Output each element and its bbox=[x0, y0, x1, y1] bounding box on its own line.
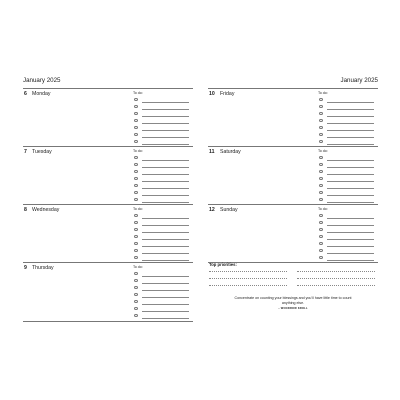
todo-line[interactable] bbox=[327, 174, 374, 175]
todo-item[interactable] bbox=[133, 213, 193, 220]
todo-line[interactable] bbox=[142, 130, 189, 131]
todo-label: To do: bbox=[318, 149, 328, 153]
todo-line[interactable] bbox=[327, 144, 374, 145]
todo-item[interactable] bbox=[133, 176, 193, 183]
todo-item[interactable] bbox=[133, 299, 193, 306]
day-number: 11 bbox=[209, 149, 215, 155]
todo-label: To do: bbox=[133, 207, 143, 211]
todo-line[interactable] bbox=[142, 102, 189, 103]
todo-item[interactable] bbox=[318, 97, 378, 104]
todo-item[interactable] bbox=[133, 248, 193, 255]
todo-line[interactable] bbox=[327, 102, 374, 103]
top-priorities-label: Top priorities: bbox=[209, 262, 237, 267]
todo-item[interactable] bbox=[133, 227, 193, 234]
todo-section bbox=[133, 207, 193, 260]
todo-item[interactable] bbox=[318, 118, 378, 125]
todo-line[interactable] bbox=[142, 188, 189, 189]
todo-line[interactable] bbox=[327, 137, 374, 138]
todo-list bbox=[133, 271, 193, 318]
priority-line[interactable] bbox=[209, 278, 287, 279]
todo-section bbox=[133, 91, 193, 144]
todo-line[interactable] bbox=[327, 202, 374, 203]
todo-item[interactable] bbox=[318, 190, 378, 197]
todo-line[interactable] bbox=[327, 239, 374, 240]
todo-item[interactable] bbox=[133, 306, 193, 313]
day-number: 6 bbox=[24, 91, 27, 97]
todo-checkbox[interactable] bbox=[319, 249, 323, 252]
todo-checkbox[interactable] bbox=[319, 256, 323, 259]
todo-checkbox[interactable] bbox=[134, 133, 138, 136]
todo-checkbox[interactable] bbox=[134, 198, 138, 201]
todo-checkbox[interactable] bbox=[134, 119, 138, 122]
todo-checkbox[interactable] bbox=[134, 249, 138, 252]
todo-checkbox[interactable] bbox=[319, 228, 323, 231]
todo-item[interactable] bbox=[318, 132, 378, 139]
todo-line[interactable] bbox=[142, 239, 189, 240]
day-name: Wednesday bbox=[32, 207, 60, 213]
todo-line[interactable] bbox=[327, 253, 374, 254]
todo-checkbox[interactable] bbox=[134, 300, 138, 303]
todo-line[interactable] bbox=[142, 195, 189, 196]
priority-line[interactable] bbox=[297, 278, 375, 279]
todo-checkbox[interactable] bbox=[319, 198, 323, 201]
todo-checkbox[interactable] bbox=[319, 177, 323, 180]
todo-checkbox[interactable] bbox=[134, 293, 138, 296]
month-title: January 2025 bbox=[340, 77, 378, 84]
todo-line[interactable] bbox=[142, 174, 189, 175]
month-title: January 2025 bbox=[23, 77, 61, 84]
day-name: Friday bbox=[220, 91, 235, 97]
todo-checkbox[interactable] bbox=[134, 105, 138, 108]
todo-item[interactable] bbox=[318, 241, 378, 248]
todo-item[interactable] bbox=[133, 220, 193, 227]
todo-label: To do: bbox=[318, 207, 328, 211]
todo-checkbox[interactable] bbox=[134, 126, 138, 129]
todo-line[interactable] bbox=[142, 318, 189, 319]
todo-line[interactable] bbox=[142, 109, 189, 110]
todo-item[interactable] bbox=[133, 241, 193, 248]
todo-item[interactable] bbox=[133, 118, 193, 125]
day-name: Saturday bbox=[220, 149, 241, 155]
todo-item[interactable] bbox=[133, 292, 193, 299]
todo-line[interactable] bbox=[142, 123, 189, 124]
todo-checkbox[interactable] bbox=[134, 228, 138, 231]
todo-item[interactable] bbox=[133, 278, 193, 285]
day-number: 7 bbox=[24, 149, 27, 155]
todo-checkbox[interactable] bbox=[134, 221, 138, 224]
day-name: Monday bbox=[32, 91, 51, 97]
day-name: Sunday bbox=[220, 207, 238, 213]
todo-line[interactable] bbox=[142, 253, 189, 254]
todo-item[interactable] bbox=[318, 227, 378, 234]
todo-checkbox[interactable] bbox=[319, 105, 323, 108]
todo-line[interactable] bbox=[327, 167, 374, 168]
todo-list bbox=[318, 155, 378, 202]
todo-line[interactable] bbox=[327, 195, 374, 196]
todo-line[interactable] bbox=[142, 144, 189, 145]
todo-label: To do: bbox=[133, 149, 143, 153]
todo-checkbox[interactable] bbox=[319, 133, 323, 136]
todo-item[interactable] bbox=[133, 125, 193, 132]
todo-checkbox[interactable] bbox=[319, 235, 323, 238]
todo-checkbox[interactable] bbox=[319, 184, 323, 187]
todo-line[interactable] bbox=[142, 290, 189, 291]
todo-item[interactable] bbox=[133, 139, 193, 146]
todo-item[interactable] bbox=[133, 155, 193, 162]
bottom-rule bbox=[23, 321, 193, 322]
todo-item[interactable] bbox=[318, 248, 378, 255]
day-block-wednesday[interactable] bbox=[23, 205, 193, 262]
todo-item[interactable] bbox=[318, 220, 378, 227]
day-block-thursday[interactable] bbox=[23, 263, 193, 320]
todo-line[interactable] bbox=[142, 218, 189, 219]
todo-list bbox=[133, 155, 193, 202]
todo-checkbox[interactable] bbox=[319, 112, 323, 115]
todo-checkbox[interactable] bbox=[134, 156, 138, 159]
todo-section bbox=[133, 265, 193, 318]
todo-checkbox[interactable] bbox=[134, 140, 138, 143]
todo-item[interactable] bbox=[318, 169, 378, 176]
todo-checkbox[interactable] bbox=[134, 235, 138, 238]
todo-section bbox=[318, 91, 378, 144]
todo-item[interactable] bbox=[318, 104, 378, 111]
todo-item[interactable] bbox=[318, 197, 378, 204]
todo-item[interactable] bbox=[133, 197, 193, 204]
todo-line[interactable] bbox=[142, 311, 189, 312]
todo-item[interactable] bbox=[133, 162, 193, 169]
day-block-saturday[interactable] bbox=[208, 147, 378, 204]
quote-text: Concentrate on counting your blessings and you'll have little time to count anything else. bbox=[234, 296, 352, 305]
left-page bbox=[23, 77, 193, 323]
todo-item[interactable] bbox=[133, 97, 193, 104]
todo-item[interactable] bbox=[133, 169, 193, 176]
priority-line[interactable] bbox=[297, 271, 375, 272]
todo-label: To do: bbox=[318, 91, 328, 95]
todo-line[interactable] bbox=[327, 188, 374, 189]
todo-line[interactable] bbox=[142, 260, 189, 261]
todo-checkbox[interactable] bbox=[134, 170, 138, 173]
todo-item[interactable] bbox=[318, 255, 378, 262]
todo-checkbox[interactable] bbox=[134, 286, 138, 289]
todo-section bbox=[133, 149, 193, 202]
todo-line[interactable] bbox=[327, 260, 374, 261]
todo-label: To do: bbox=[133, 265, 143, 269]
priority-line[interactable] bbox=[209, 285, 287, 286]
todo-line[interactable] bbox=[142, 225, 189, 226]
todo-checkbox[interactable] bbox=[319, 156, 323, 159]
todo-checkbox[interactable] bbox=[134, 242, 138, 245]
todo-line[interactable] bbox=[327, 181, 374, 182]
todo-line[interactable] bbox=[327, 218, 374, 219]
top-priorities-section[interactable] bbox=[208, 262, 378, 292]
todo-line[interactable] bbox=[142, 297, 189, 298]
day-block-sunday[interactable] bbox=[208, 205, 378, 262]
todo-line[interactable] bbox=[142, 276, 189, 277]
todo-line[interactable] bbox=[142, 283, 189, 284]
todo-checkbox[interactable] bbox=[319, 191, 323, 194]
day-name: Tuesday bbox=[32, 149, 52, 155]
todo-line[interactable] bbox=[142, 246, 189, 247]
todo-list bbox=[133, 97, 193, 144]
todo-line[interactable] bbox=[327, 109, 374, 110]
todo-line[interactable] bbox=[142, 116, 189, 117]
todo-item[interactable] bbox=[318, 125, 378, 132]
todo-item[interactable] bbox=[133, 271, 193, 278]
todo-checkbox[interactable] bbox=[134, 191, 138, 194]
day-number: 9 bbox=[24, 265, 27, 271]
todo-item[interactable] bbox=[133, 285, 193, 292]
todo-line[interactable] bbox=[327, 225, 374, 226]
todo-checkbox[interactable] bbox=[319, 214, 323, 217]
day-number: 12 bbox=[209, 207, 215, 213]
right-page bbox=[208, 77, 378, 323]
todo-line[interactable] bbox=[142, 304, 189, 305]
todo-list bbox=[318, 213, 378, 260]
day-block-tuesday[interactable] bbox=[23, 147, 193, 204]
todo-checkbox[interactable] bbox=[134, 307, 138, 310]
todo-line[interactable] bbox=[327, 160, 374, 161]
todo-item[interactable] bbox=[133, 234, 193, 241]
todo-item[interactable] bbox=[318, 111, 378, 118]
todo-line[interactable] bbox=[142, 160, 189, 161]
todo-item[interactable] bbox=[318, 162, 378, 169]
todo-checkbox[interactable] bbox=[319, 163, 323, 166]
todo-line[interactable] bbox=[142, 181, 189, 182]
todo-checkbox[interactable] bbox=[134, 177, 138, 180]
todo-checkbox[interactable] bbox=[134, 112, 138, 115]
todo-item[interactable] bbox=[133, 190, 193, 197]
day-number: 8 bbox=[24, 207, 27, 213]
todo-checkbox[interactable] bbox=[134, 214, 138, 217]
todo-item[interactable] bbox=[133, 111, 193, 118]
todo-line[interactable] bbox=[327, 232, 374, 233]
todo-item[interactable] bbox=[318, 234, 378, 241]
todo-item[interactable] bbox=[133, 313, 193, 320]
day-number: 10 bbox=[209, 91, 215, 97]
todo-item[interactable] bbox=[318, 213, 378, 220]
todo-checkbox[interactable] bbox=[134, 163, 138, 166]
todo-section bbox=[318, 207, 378, 260]
day-block-monday[interactable] bbox=[23, 89, 193, 146]
priority-line[interactable] bbox=[209, 271, 287, 272]
todo-line[interactable] bbox=[142, 202, 189, 203]
todo-checkbox[interactable] bbox=[319, 221, 323, 224]
todo-item[interactable] bbox=[133, 104, 193, 111]
todo-section bbox=[318, 149, 378, 202]
todo-checkbox[interactable] bbox=[134, 279, 138, 282]
todo-line[interactable] bbox=[327, 116, 374, 117]
day-name: Thursday bbox=[32, 265, 54, 271]
todo-label: To do: bbox=[133, 91, 143, 95]
priority-line[interactable] bbox=[297, 285, 375, 286]
quote-block bbox=[228, 296, 358, 310]
todo-item[interactable] bbox=[318, 139, 378, 146]
todo-item[interactable] bbox=[133, 183, 193, 190]
todo-line[interactable] bbox=[327, 130, 374, 131]
todo-checkbox[interactable] bbox=[134, 272, 138, 275]
todo-item[interactable] bbox=[318, 155, 378, 162]
todo-checkbox[interactable] bbox=[134, 184, 138, 187]
todo-line[interactable] bbox=[327, 123, 374, 124]
todo-item[interactable] bbox=[318, 183, 378, 190]
todo-line[interactable] bbox=[142, 167, 189, 168]
quote-author: – WOODROW KROLL bbox=[278, 306, 308, 310]
todo-item[interactable] bbox=[133, 255, 193, 262]
day-block-friday[interactable] bbox=[208, 89, 378, 146]
todo-line[interactable] bbox=[142, 232, 189, 233]
todo-checkbox[interactable] bbox=[319, 119, 323, 122]
todo-item[interactable] bbox=[133, 132, 193, 139]
todo-checkbox[interactable] bbox=[319, 126, 323, 129]
todo-checkbox[interactable] bbox=[319, 242, 323, 245]
todo-item[interactable] bbox=[318, 176, 378, 183]
todo-checkbox[interactable] bbox=[319, 140, 323, 143]
todo-list bbox=[133, 213, 193, 260]
todo-line[interactable] bbox=[327, 246, 374, 247]
todo-checkbox[interactable] bbox=[319, 170, 323, 173]
todo-checkbox[interactable] bbox=[134, 98, 138, 101]
todo-list bbox=[318, 97, 378, 144]
todo-line[interactable] bbox=[142, 137, 189, 138]
todo-checkbox[interactable] bbox=[134, 256, 138, 259]
todo-checkbox[interactable] bbox=[319, 98, 323, 101]
todo-checkbox[interactable] bbox=[134, 314, 138, 317]
